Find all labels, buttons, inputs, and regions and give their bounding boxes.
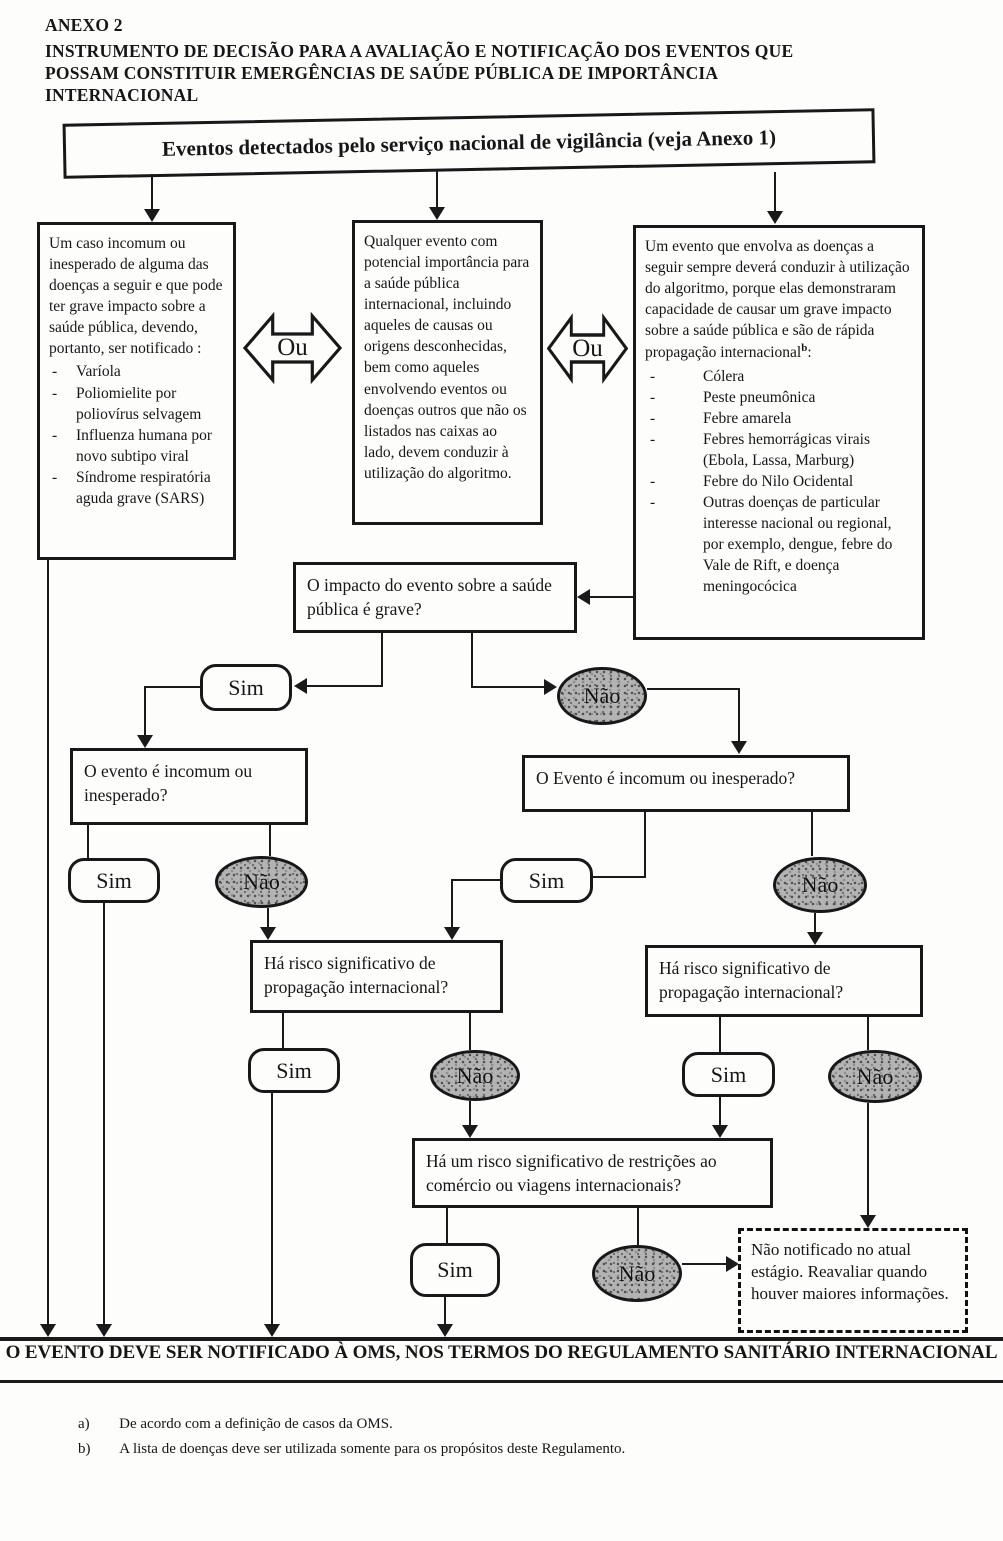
left-box-disease-list — [49, 361, 224, 509]
flow-line — [87, 825, 89, 858]
arrowhead-down — [767, 211, 783, 224]
flow-line — [444, 1297, 446, 1325]
flow-line — [637, 1208, 639, 1245]
arrowhead-down — [264, 1324, 280, 1337]
flow-line — [682, 1263, 728, 1265]
answer-no-trade: Não — [592, 1245, 682, 1302]
flow-line — [47, 560, 49, 1325]
flow-line — [451, 879, 453, 928]
or-label: Ou — [572, 334, 603, 362]
flow-line — [471, 686, 544, 688]
node-not-notified: Não notificado no atual estágio. Reavaliar quando houver maiores informações. — [738, 1228, 968, 1333]
or-label: Ou — [277, 334, 308, 361]
answer-no-spread-left: Não — [430, 1050, 520, 1101]
disease-item: - Influenza humana por novo subtipo viral — [49, 425, 224, 467]
disease-item: - Febre amarela — [645, 408, 913, 429]
flow-line — [738, 688, 740, 742]
flow-line — [267, 908, 269, 928]
disease-item: - Poliomielite por poliovírus selvagem — [49, 383, 224, 425]
footnote-text: De acordo com a definição de casos da OMS. — [119, 1416, 393, 1432]
banner-rule-bottom — [0, 1380, 1003, 1383]
disease-item: - Peste pneumônica — [645, 387, 913, 408]
right-box-intro: Um evento que envolva as doenças a seguir sempre deverá conduzir à utilização do algoritmo, porque elas demonstraram capacidade de causar um grave impacto sobre a saúde pública e são de rápida propagação internacional$^b$: — [645, 238, 910, 362]
notify-banner: O EVENTO DEVE SER NOTIFICADO À OMS, NOS TERMOS DO REGULAMENTO SANITÁRIO INTERNACIONAL — [5, 1342, 998, 1363]
right-box-disease-list — [645, 366, 913, 598]
node-question-unusual-left: O evento é incomum ou inesperado? — [70, 748, 308, 825]
answer-yes-trade: Sim — [410, 1243, 500, 1297]
flow-line — [145, 686, 200, 688]
disease-item: - Febres hemorrágicas virais (Ebola, Lassa, Marburg) — [645, 429, 913, 471]
answer-yes-spread-right: Sim — [682, 1052, 775, 1097]
footnote-ref-b: b — [801, 342, 808, 355]
flow-line — [593, 876, 646, 878]
footnote-b — [78, 1441, 625, 1458]
answer-no-unusual-left: Não — [215, 856, 308, 908]
arrowhead-down — [96, 1324, 112, 1337]
page-title-line: POSSAM CONSTITUIR EMERGÊNCIAS DE SAÚDE PÚBLICA DE IMPORTÂNCIA — [45, 63, 719, 84]
flow-line — [446, 1208, 448, 1243]
answer-yes-spread-left: Sim — [248, 1048, 340, 1093]
arrowhead-right — [544, 679, 557, 695]
flow-line — [867, 1103, 869, 1216]
disease-item: - Febre do Nilo Ocidental — [645, 471, 913, 492]
footnote-label: b) — [78, 1441, 91, 1457]
footnote-text: A lista de doenças deve ser utilizada somente para os propósitos deste Regulamento. — [119, 1441, 626, 1457]
left-box-intro: Um caso incomum ou inesperado de alguma das doenças a seguir e que pode ter grave impacto sobre a saúde pública, devendo, portanto, ser notificado : — [49, 235, 223, 358]
flow-line — [469, 1101, 471, 1126]
flow-line — [589, 596, 633, 598]
flow-line — [103, 902, 105, 1325]
node-question-impact-serious: O impacto do evento sobre a saúde pública é grave? — [293, 562, 577, 633]
flow-line — [452, 879, 500, 881]
flow-line — [282, 1013, 284, 1048]
node-always-notify-diseases-box — [633, 225, 925, 640]
page-title-line: INSTRUMENTO DE DECISÃO PARA A AVALIAÇÃO E NOTIFICAÇÃO DOS EVENTOS QUE — [45, 41, 794, 61]
arrowhead-down — [137, 735, 153, 748]
flow-line — [271, 1092, 273, 1325]
flow-line — [307, 685, 383, 687]
answer-no-impact: Não — [557, 667, 647, 725]
banner-rule-top — [0, 1337, 1003, 1341]
arrowhead-down — [860, 1215, 876, 1228]
arrowhead-down — [429, 207, 445, 220]
disease-item: - Varíola — [49, 361, 224, 382]
footnote-a — [78, 1416, 393, 1433]
disease-item: - Outras doenças de particular interesse nacional ou regional, por exemplo, dengue, febre do Vale de Rift, e doença meningocócica — [645, 492, 913, 597]
node-question-trade-travel: Há um risco significativo de restrições ao comércio ou viagens internacionais? — [412, 1138, 773, 1208]
arrowhead-down — [260, 927, 276, 940]
arrowhead-down — [807, 932, 823, 945]
node-listed-diseases-box — [37, 222, 236, 560]
answer-yes-unusual-left: Sim — [68, 858, 160, 903]
arrowhead-down — [144, 209, 160, 222]
flow-line — [814, 913, 816, 933]
disease-item: - Cólera — [645, 366, 913, 387]
flow-line — [469, 1013, 471, 1050]
arrowhead-down — [712, 1125, 728, 1138]
node-events-detected: Eventos detectados pelo serviço nacional de vigilância (veja Anexo 1) — [63, 108, 876, 179]
flow-line — [381, 633, 383, 686]
arrowhead-down — [462, 1125, 478, 1138]
answer-yes-impact: Sim — [200, 664, 292, 711]
arrowhead-left — [577, 589, 590, 605]
flow-line — [774, 172, 776, 212]
node-question-spread-right: Há risco significativo de propagação internacional? — [645, 945, 923, 1017]
disease-item: - Síndrome respiratória aguda grave (SARS) — [49, 467, 224, 509]
flow-line — [644, 812, 646, 878]
flow-line — [719, 1097, 721, 1126]
annex-label: ANEXO 2 — [45, 15, 123, 35]
arrowhead-left — [294, 678, 307, 694]
flow-line — [471, 633, 473, 688]
arrowhead-down — [437, 1324, 453, 1337]
flow-line — [811, 812, 813, 856]
flow-line — [436, 170, 438, 208]
arrowhead-down — [444, 927, 460, 940]
answer-no-spread-right: Não — [828, 1050, 922, 1103]
or-connector-right — [547, 310, 628, 387]
flow-line — [151, 174, 153, 212]
page-title — [45, 40, 975, 107]
answer-yes-unusual-right: Sim — [500, 858, 593, 903]
flow-line — [867, 1017, 869, 1050]
node-question-spread-left: Há risco significativo de propagação internacional? — [250, 940, 503, 1013]
flow-line — [144, 686, 146, 736]
flow-line — [269, 825, 271, 856]
footnote-label: a) — [78, 1416, 90, 1432]
flow-line — [647, 688, 740, 690]
node-any-event-box: Qualquer evento com potencial importância para a saúde pública internacional, incluindo aqueles de causas ou origens desconhecidas, bem como aqueles envolvendo eventos ou doenças outros que não os listados nas caixas ao lado, devem conduzir à utilização do algoritmo. — [352, 220, 543, 525]
arrowhead-down — [731, 741, 747, 754]
flow-line — [719, 1017, 721, 1052]
or-connector-left — [243, 308, 342, 388]
node-question-unusual-right: O Evento é incomum ou inesperado? — [522, 755, 850, 812]
page-title-line: INTERNACIONAL — [45, 85, 199, 106]
arrowhead-down — [40, 1324, 56, 1337]
answer-no-unusual-right: Não — [773, 857, 867, 913]
